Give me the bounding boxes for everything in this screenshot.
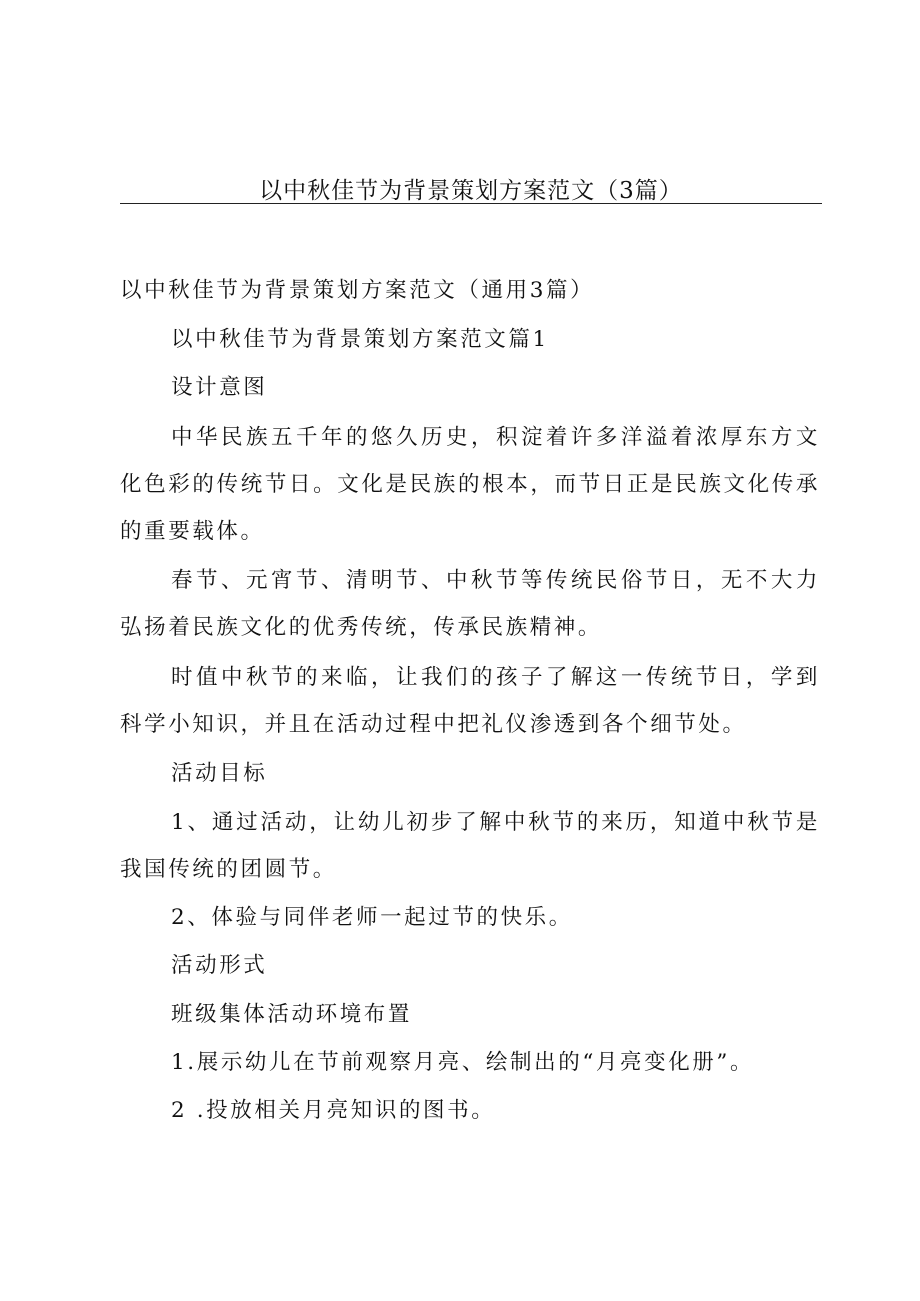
paragraph-goal-2: 2、体验与同伴老师一起过节的快乐。 xyxy=(171,905,573,930)
section-heading-design-intent: 设计意图 xyxy=(171,375,268,400)
section-heading-goals: 活动目标 xyxy=(171,761,268,786)
paragraph-design-intent-1: 中华民族五千年的悠久历史，积淀着许多洋溢着浓厚东方文化色彩的传统节日。文化是民族的根本，而节日正是民族文化传承的重要载体。 xyxy=(120,425,820,544)
list-item-environment-1: 1.展示幼儿在节前观察月亮、绘制出的“月亮变化册”。 xyxy=(171,1050,755,1075)
section-heading-form: 活动形式 xyxy=(171,953,268,978)
section-heading-environment: 班级集体活动环境布置 xyxy=(171,1002,413,1027)
list-item-environment-2: 2 .投放相关月亮知识的图书。 xyxy=(171,1098,496,1123)
article-heading: 以中秋佳节为背景策划方案范文篇1 xyxy=(171,327,549,352)
document-title: 以中秋佳节为背景策划方案范文（3篇） xyxy=(259,178,683,204)
paragraph-design-intent-2: 春节、元宵节、清明节、中秋节等传统民俗节日，无不大力弘扬着民族文化的优秀传统，传承民族精神。 xyxy=(120,568,820,640)
paragraph-goal-1: 1、通过活动，让幼儿初步了解中秋节的来历，知道中秋节是我国传统的团圆节。 xyxy=(120,810,820,882)
title-underline xyxy=(120,203,822,204)
document-subtitle: 以中秋佳节为背景策划方案范文（通用3篇） xyxy=(120,278,595,303)
paragraph-design-intent-3: 时值中秋节的来临，让我们的孩子了解这一传统节日，学到科学小知识，并且在活动过程中把礼仪渗透到各个细节处。 xyxy=(120,665,820,737)
